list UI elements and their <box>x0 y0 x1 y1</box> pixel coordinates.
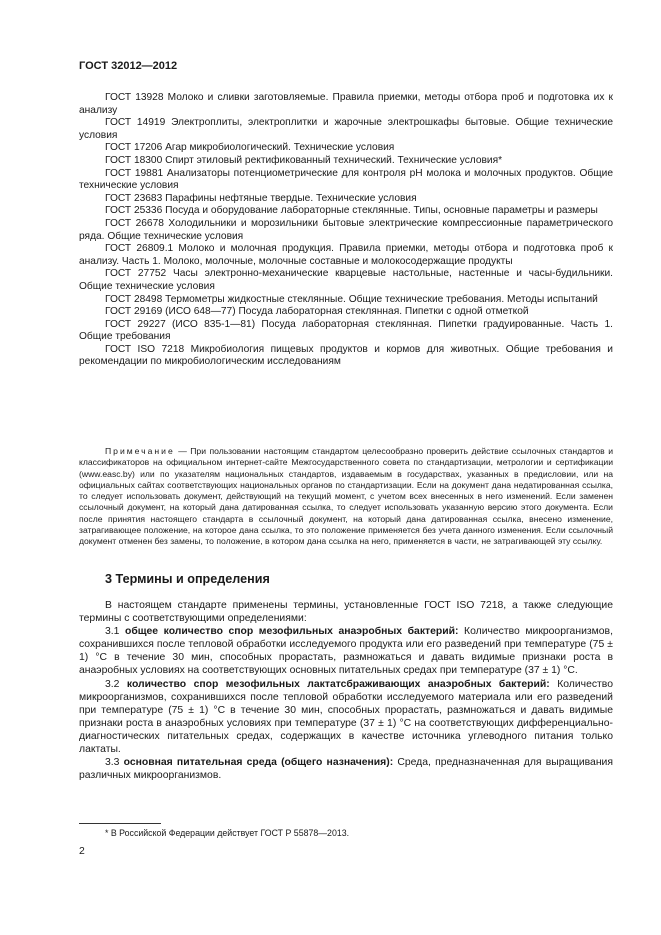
term-definition <box>79 678 613 757</box>
section-title: 3 Термины и определения <box>105 572 270 586</box>
term-name: количество спор мезофильных лактатсбраживающих анаэробных бактерий: <box>126 678 550 690</box>
term-number: 3.1 <box>105 626 125 638</box>
reference-item: ГОСТ 29169 (ИСО 648—77) Посуда лабораторная стеклянная. Пипетки с одной отметкой <box>105 306 529 318</box>
term-name: основная питательная среда (общего назначения): <box>123 757 394 769</box>
footnote-divider <box>79 823 161 824</box>
reference-item: ГОСТ 23683 Парафины нефтяные твердые. Технические условия <box>105 192 417 204</box>
reference-item: ГОСТ 27752 Часы электронно-механические кварцевые настольные, настенные и часы-будильники. Общие технические условия <box>79 268 613 292</box>
reference-item: ГОСТ 14919 Электроплиты, электроплитки и жарочные электрошкафы бытовые. Общие технические условия <box>79 117 613 141</box>
section-intro: В настоящем стандарте применены термины, установленные ГОСТ ISO 7218, а также следующие термины с соответствующими определениями: <box>79 600 613 625</box>
reference-item: ГОСТ 19881 Анализаторы потенциометрические для контроля pH молока и молочных продуктов. Общие технические условия <box>79 167 613 192</box>
reference-item: ГОСТ 17206 Агар микробиологический. Технические условия <box>105 142 395 154</box>
term-name: общее количество спор мезофильных анаэробных бактерий: <box>125 626 459 638</box>
document-header: ГОСТ 32012—2012 <box>79 60 178 72</box>
section-body <box>79 599 613 782</box>
footnote: * В Российской Федерации действует ГОСТ Р 55878—2013. <box>105 828 350 838</box>
reference-item: ГОСТ 26678 Холодильники и морозильники бытовые электрические компрессионные параметрического ряда. Общие технические условия <box>79 217 613 242</box>
term-number: 3.3 <box>105 757 124 769</box>
page-number: 2 <box>79 846 85 857</box>
references-list <box>79 92 613 369</box>
term-definition <box>79 625 613 677</box>
note-text: — При пользовании настоящим стандартом целесообразно проверить действие ссылочных стандартов и классификаторов на официальном интернет-сайте Межгосударственного совета по стандартизации, метрологии и сертификации (www.easc.by) или по указателям национальных стандартов, издаваемым в государствах, указанных в предисловии, или на официальных сайтах соответствующих национальных органов по стандартизации. Если на документ дана недатированная ссылка, то следует использовать документ, действующий на текущий момент, с учетом всех внесенных в него изменений. Если заменен ссылочный документ, на который дана датированная ссылка, то следует использовать указанную версию этого документа. Если после принятия настоящего стандарта в ссылочный документ, на который дана датированная ссылка, внесено изменение, затрагивающее положение, на которое дана ссылка, то это положение применяется без учета данного изменения. Если ссылочный документ отменен без замены, то положение, в котором дана ссылка на него, применяется в части, не затрагивающей эту ссылку. <box>79 446 613 547</box>
reference-item: ГОСТ 18300 Спирт этиловый ректификованный технический. Технические условия* <box>105 154 503 166</box>
reference-item: ГОСТ 28498 Термометры жидкостные стеклянные. Общие технические требования. Методы испытаний <box>105 293 598 305</box>
reference-item: ГОСТ ISO 7218 Микробиология пищевых продуктов и кормов для животных. Общие требования и рекомендации по микробиологическим исследованиям <box>79 343 613 368</box>
reference-item: ГОСТ 13928 Молоко и сливки заготовляемые. Правила приемки, методы отбора проб и подготовка их к анализу <box>79 92 613 116</box>
term-text: Количество микроорганизмов, сохранившихся после тепловой обработки исследуемого материала или его разведений при температуре (75 ± 1) °С в течение 30 мин, способных прорастать, размножаться и давать видимые признаки роста в анаэробных условиях при температуре (37 ± 1) °С на соответствующих дифференциально-диагностических питательных средах, содержащих в качестве источника углеводного питания только лактаты. <box>79 678 613 756</box>
term-text: Среда, предназначенная для выращивания различных микроорганизмов. <box>79 757 613 782</box>
note-paragraph <box>79 446 613 548</box>
term-number: 3.2 <box>105 678 127 690</box>
reference-item: ГОСТ 29227 (ИСО 835-1—81) Посуда лабораторная стеклянная. Пипетки градуированные. Часть 1. Общие требования <box>79 318 613 343</box>
note-block <box>79 446 613 548</box>
term-definition <box>79 756 613 782</box>
term-text: Количество микроорганизмов, сохранившихся после тепловой обработки исследуемого продукта или его разведений при температуре (75 ± 1) °С в течение 30 мин, способных прорастать, размножаться и давать видимые признаки роста в анаэробных условиях на соответствующих основных питательных средах при температуре (37 ± 1) °С. <box>79 626 613 677</box>
note-label: Примечание <box>105 446 175 456</box>
reference-item: ГОСТ 26809.1 Молоко и молочная продукция. Правила приемки, методы отбора и подготовка проб к анализу. Часть 1. Молоко, молочные, молочные составные и молокосодержащие продукты <box>79 243 613 267</box>
reference-item: ГОСТ 25336 Посуда и оборудование лабораторные стеклянные. Типы, основные параметры и размеры <box>105 205 598 217</box>
